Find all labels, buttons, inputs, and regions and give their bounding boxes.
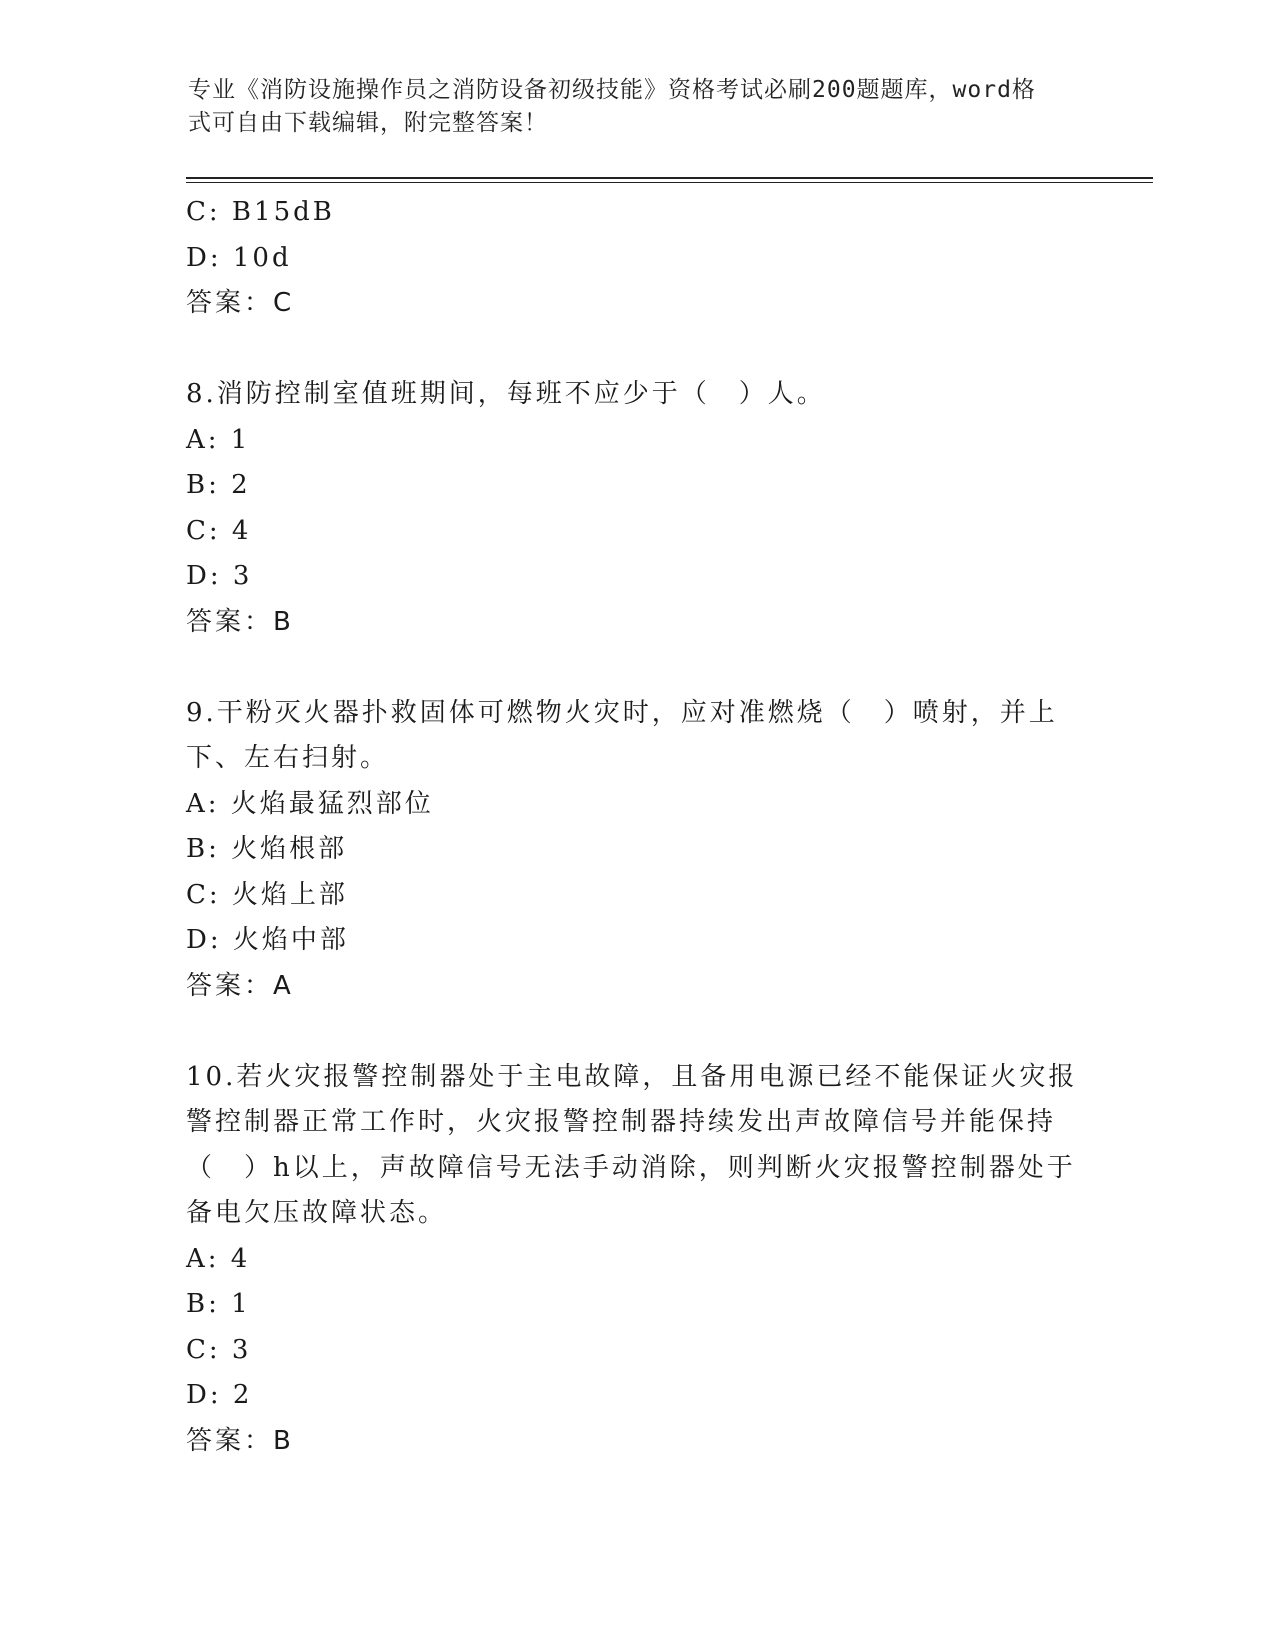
q10-option-c: C: 3 xyxy=(186,1334,252,1365)
q9-option-a: A: 火焰最猛烈部位 xyxy=(186,788,434,819)
q8-option-b: B: 2 xyxy=(186,470,251,500)
q10-question-line-4: 备电欠压故障状态。 xyxy=(186,1198,448,1228)
q8-option-a: A: 1 xyxy=(186,424,251,455)
document-header xyxy=(188,74,1068,140)
spacer xyxy=(186,645,1086,691)
q9-answer: 答案：A xyxy=(186,970,294,1001)
q10-option-a: A: 4 xyxy=(186,1243,251,1274)
question-list xyxy=(186,190,1086,1464)
question-9 xyxy=(186,691,1086,1010)
q8-option-c: C: 4 xyxy=(186,515,252,546)
q9-option-d: D: 火焰中部 xyxy=(186,925,349,955)
q10-option-b: B: 1 xyxy=(186,1289,251,1319)
spacer xyxy=(186,1009,1086,1055)
q8-answer: 答案：B xyxy=(186,606,294,637)
header-line-1: 专业《消防设施操作员之消防设备初级技能》资格考试必刷200题题库，word格 xyxy=(188,77,1036,103)
q7-answer: 答案：C xyxy=(186,288,295,318)
q9-option-b: B: 火焰根部 xyxy=(186,834,348,864)
q8-option-d: D: 3 xyxy=(186,561,253,591)
q10-question-line-1: 10.若火灾报警控制器处于主电故障，且备用电源已经不能保证火灾报 xyxy=(186,1061,1078,1092)
header-divider-thin xyxy=(186,182,1153,183)
q10-question-line-3: （ ）h以上，声故障信号无法手动消除，则判断火灾报警控制器处于 xyxy=(186,1152,1076,1183)
spacer xyxy=(186,327,1086,373)
q7-option-d: D: 10d xyxy=(186,242,292,273)
question-7 xyxy=(186,190,1086,327)
q10-question-line-2: 警控制器正常工作时，火灾报警控制器持续发出声故障信号并能保持 xyxy=(186,1107,1057,1137)
question-8 xyxy=(186,372,1086,645)
q8-question: 8.消防控制室值班期间，每班不应少于（ ）人。 xyxy=(186,379,826,409)
q9-option-c: C: 火焰上部 xyxy=(186,879,348,910)
header-line-2: 式可自由下载编辑，附完整答案！ xyxy=(188,110,548,136)
q9-question-line-2: 下、左右扫射。 xyxy=(186,743,390,773)
q10-option-d: D: 2 xyxy=(186,1380,253,1410)
question-10 xyxy=(186,1055,1086,1465)
header-divider-thick xyxy=(186,177,1153,179)
q7-option-c: C: B15dB xyxy=(186,197,335,227)
q9-question-line-1: 9.干粉灭火器扑救固体可燃物火灾时，应对准燃烧（ ）喷射，并上 xyxy=(186,697,1058,728)
q10-answer: 答案：B xyxy=(186,1425,294,1456)
